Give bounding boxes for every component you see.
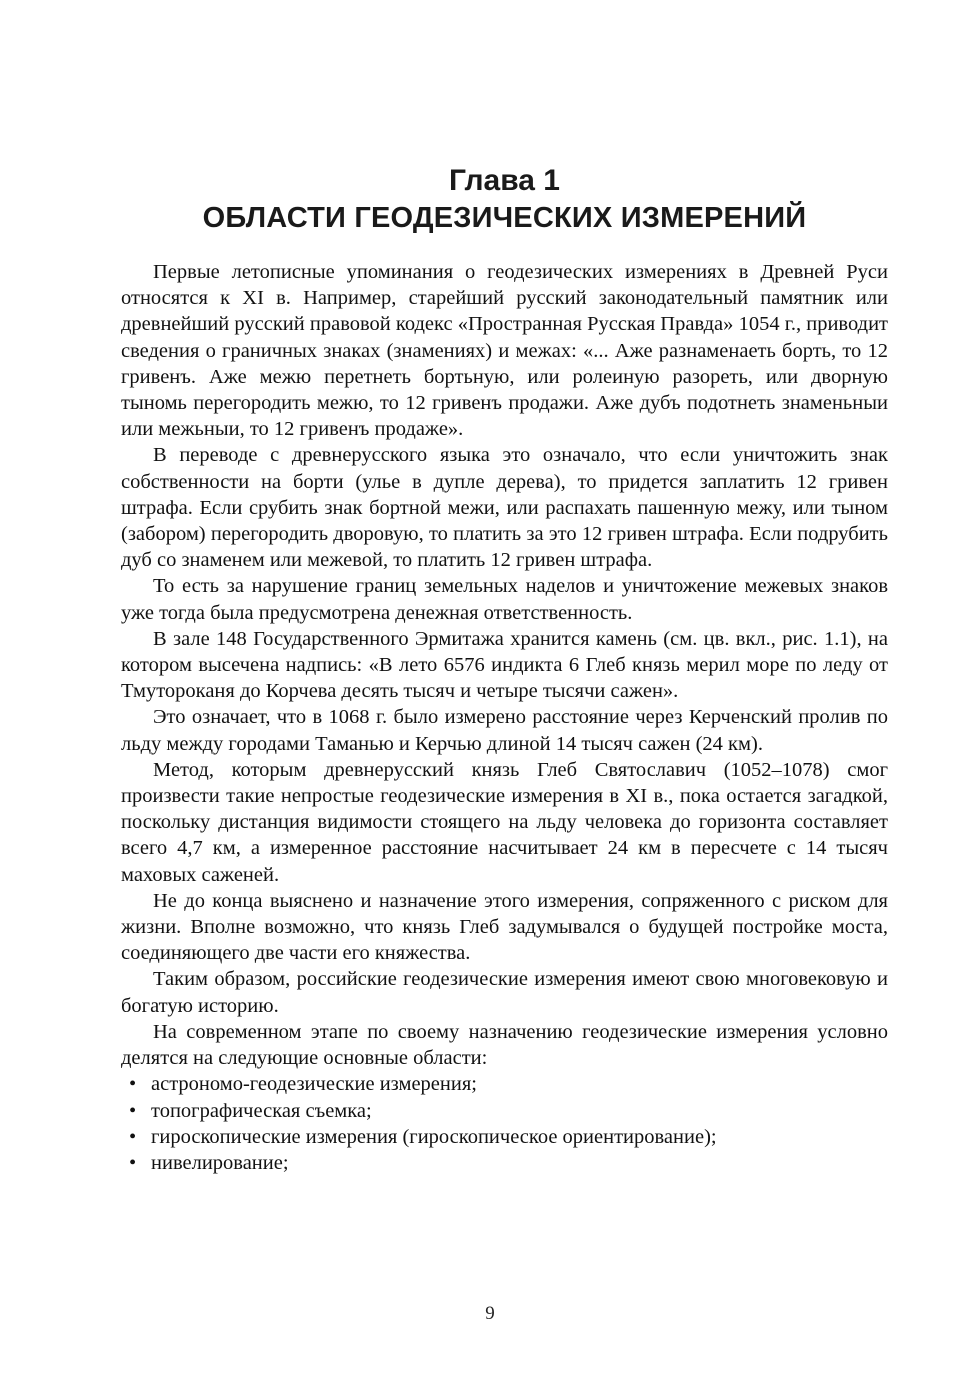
chapter-number: Глава 1	[448, 164, 560, 197]
paragraph: В зале 148 Государственного Эрмитажа хранится камень (см. цв. вкл., рис. 1.1), на котором высечена надпись: «В лето 6576 индикта 6 Глеб князь мерил море по леду от Тмутороканя до Корчева десять тысяч и четыре тысячи сажен».	[121, 627, 888, 703]
bullet-icon: •	[129, 1151, 137, 1174]
page-content	[121, 163, 888, 1176]
list-item	[127, 1150, 888, 1176]
list-item-text: астрономо-геодезические измерения;	[151, 1073, 477, 1096]
paragraph: Первые летописные упоминания о геодезических измерениях в Древней Руси относятся к XI в. Например, старейший русский законодательный памятник или древнейший русский правовой кодекс «Пространная Русская Правда» 1054 г., приводит сведения о граничных знаках (знамениях) и межах: «... Аже разнаменаеть борть, то 12 гривенъ. Аже межю перетнеть бортьную, или ролеиную разореть, или дворную тыномь перегородить межю, то 12 гривенъ продажи. Аже дубъ подотнеть знаменьныи или межьныи, то 12 гривенъ продаже».	[121, 261, 888, 441]
bullet-list	[121, 1071, 888, 1176]
list-item-text: гироскопические измерения (гироскопическое ориентирование);	[151, 1125, 717, 1148]
page-number: 9	[485, 1303, 495, 1324]
paragraph: В переводе с древнерусского языка это означало, что если уничтожить знак собственности на борти (улье в дупле дерева), то придется заплатить 12 гривен штрафа. Если срубить знак бортной межи, или распахать пашенную межу, или тыном (забором) перегородить дворовую, то платить за это 12 гривен штрафа. Если подрубить дуб со знаменем или межевой, то платить 12 гривен штрафа.	[121, 444, 888, 572]
list-item	[127, 1098, 888, 1124]
paragraph: На современном этапе по своему назначению геодезические измерения условно делятся на следующие основные области:	[121, 1020, 888, 1070]
paragraph: Таким образом, российские геодезические измерения имеют свою многовековую и богатую историю.	[121, 968, 888, 1017]
body-text	[121, 259, 888, 1071]
bullet-icon: •	[129, 1099, 137, 1122]
paragraph: Метод, которым древнерусский князь Глеб Святославич (1052–1078) смог произвести такие непростые геодезические измерения в XI в., пока остается загадкой, поскольку дистанция видимости стоящего на льду человека до горизонта составляет всего 4,7 км, а измеренное расстояние насчитывает 24 км в пересчете с 14 тысяч маховых саженей.	[121, 758, 888, 886]
bullet-icon: •	[129, 1073, 137, 1096]
paragraph: Это означает, что в 1068 г. было измерено расстояние через Керченский пролив по льду между городами Таманью и Керчью длиной 14 тысяч сажен (24 км).	[121, 706, 888, 755]
list-item-text: нивелирование;	[151, 1151, 289, 1174]
paragraph: То есть за нарушение границ земельных наделов и уничтожение межевых знаков уже тогда была предусмотрена денежная ответственность.	[121, 575, 888, 624]
chapter-heading	[121, 163, 888, 237]
list-item-text: топографическая съемка;	[151, 1099, 372, 1122]
chapter-title: ОБЛАСТИ ГЕОДЕЗИЧЕСКИХ ИЗМЕРЕНИЙ	[202, 202, 807, 234]
paragraph: Не до конца выяснено и назначение этого измерения, сопряженного с риском для жизни. Вполне возможно, что князь Глеб задумывался о будущей постройке моста, соединяющего две части его княжества.	[121, 889, 888, 965]
list-item	[127, 1071, 888, 1097]
bullet-icon: •	[129, 1125, 137, 1148]
list-item	[127, 1124, 888, 1150]
